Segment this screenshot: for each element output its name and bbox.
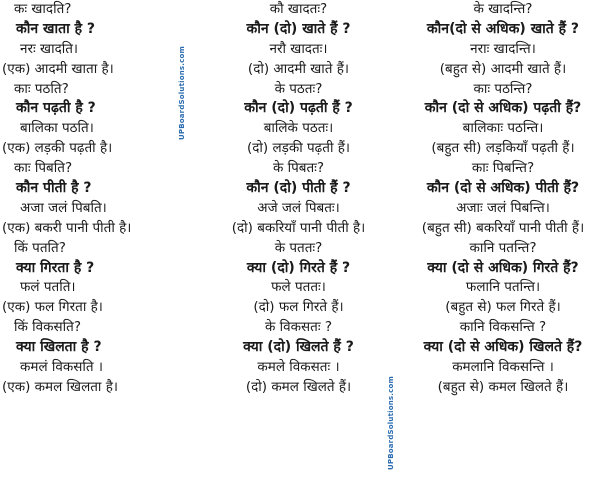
col1-line-b: क्या खिलता है ? — [16, 339, 102, 356]
col2-line-s: कमले विकसतः । — [257, 359, 340, 376]
col2-line-b: कौन (दो) खाते हैं ? — [246, 20, 351, 37]
column-singular — [0, 0, 200, 478]
col3-line-s: कमलानि विकसन्ति । — [452, 359, 554, 376]
watermark-bottom: UPBoardSolutions.com — [387, 376, 395, 470]
col3-line-b: क्या (दो से अधिक) खिलते हैं? — [423, 339, 583, 356]
col3-line-s: फलानि पतन्ति। — [465, 279, 541, 296]
col3-line-h: (बहुत सी) लड़कियाँ पढ़ती हैं। — [431, 140, 575, 157]
col2-line-b: कौन (दो) पीती हैं ? — [246, 180, 351, 197]
col2-line-b: क्या (दो) गिरते हैं ? — [246, 259, 351, 276]
column-dual — [200, 0, 397, 478]
col1-line-s: फलं पतति। — [20, 279, 76, 296]
col3-line-b: कौन (दो से अधिक) पढ़ती हैं? — [424, 100, 582, 117]
col2-line-h: (दो) लड़की पढ़ती हैं। — [246, 140, 351, 157]
col1-line-b: क्या गिरता है ? — [16, 259, 95, 276]
col2-line-h: (दो) फल गिरते हैं। — [253, 299, 344, 316]
col1-line-h: (एक) बकरी पानी पीती है। — [2, 219, 132, 236]
col1-line-s: नरः खादति। — [20, 40, 79, 57]
col3-line-s: नराः खादन्ति। — [470, 40, 536, 57]
col1-line-q: काः पिबति? — [14, 160, 73, 177]
col3-line-h: (बहुत से) आदमी खाते हैं। — [439, 60, 567, 77]
col3-line-h: (बहुत सी) बकरियाँ पानी पीती हैं। — [421, 219, 585, 236]
col1-line-s: बालिका पठति। — [20, 120, 94, 137]
col2-line-b: कौन (दो) पढ़ती हैं ? — [244, 100, 353, 117]
col2-line-q: के पिबतः? — [272, 160, 325, 177]
col1-line-q: काः पठति? — [14, 80, 69, 97]
col3-line-q: कानि विकसन्ति ? — [459, 319, 547, 336]
col1-line-q: कः खादति? — [14, 1, 72, 17]
col2-line-q: कौ खादतः? — [269, 1, 328, 17]
col3-line-q: काः पिबन्ति? — [471, 160, 535, 177]
col2-line-s: फले पततः। — [271, 279, 326, 296]
col1-line-h: (एक) फल गिरता है। — [2, 299, 103, 316]
col1-line-h: (एक) कमल खिलता है। — [2, 378, 119, 395]
col1-line-q: किं पतति? — [14, 239, 66, 256]
col2-line-h: (दो) बकरियाँ पानी पीती है। — [231, 219, 366, 236]
col2-line-q: के पततः? — [274, 239, 323, 256]
col2-line-s: अजे जलं पिबतः। — [257, 199, 340, 216]
col2-line-b: क्या (दो) खिलते हैं ? — [243, 339, 354, 356]
col2-line-q: के विकसतः ? — [264, 319, 333, 336]
col3-line-q: कानि पतन्ति? — [469, 239, 537, 256]
col1-line-q: किं विकसति? — [14, 319, 82, 336]
col1-line-h: (एक) लड़की पढ़ती है। — [2, 140, 113, 157]
col3-line-q: काः पठन्ति? — [473, 80, 533, 97]
col3-line-h: (बहुत से) कमल खिलते हैं। — [437, 378, 569, 395]
col2-line-q: के पठतः? — [274, 80, 323, 97]
col2-line-s: बालिके पठतः। — [263, 120, 334, 137]
col1-line-s: अजा जलं पिबति। — [20, 199, 107, 216]
col3-line-q: के खादन्ति? — [473, 1, 533, 17]
col3-line-s: अजाः जलं पिबन्ति। — [456, 199, 550, 216]
col2-line-h: (दो) कमल खिलते हैं। — [245, 378, 352, 395]
col1-line-b: कौन पीती है ? — [16, 180, 92, 197]
col3-line-s: बालिकाः पठन्ति। — [462, 120, 544, 137]
col1-line-h: (एक) आदमी खाता है। — [2, 60, 114, 77]
col1-line-b: कौन पढ़ती है ? — [16, 100, 96, 117]
col3-line-b: क्या (दो से अधिक) गिरते हैं? — [427, 259, 579, 276]
col1-line-b: कौन खाता है ? — [16, 20, 96, 37]
col3-line-b: कौन (दो से अधिक) पीती हैं? — [426, 180, 580, 197]
col2-line-s: नरौ खादतः। — [269, 40, 328, 57]
col3-line-b: कौन(दो से अधिक) खाते हैं ? — [426, 20, 580, 37]
col2-line-h: (दो) आदमी खाते हैं। — [247, 60, 350, 77]
col1-line-s: कमलं विकसति । — [20, 359, 103, 376]
watermark-top: UPBoardSolutions.com — [178, 46, 186, 140]
column-plural — [397, 0, 609, 478]
col3-line-h: (बहुत से) फल गिरते हैं। — [445, 299, 561, 316]
